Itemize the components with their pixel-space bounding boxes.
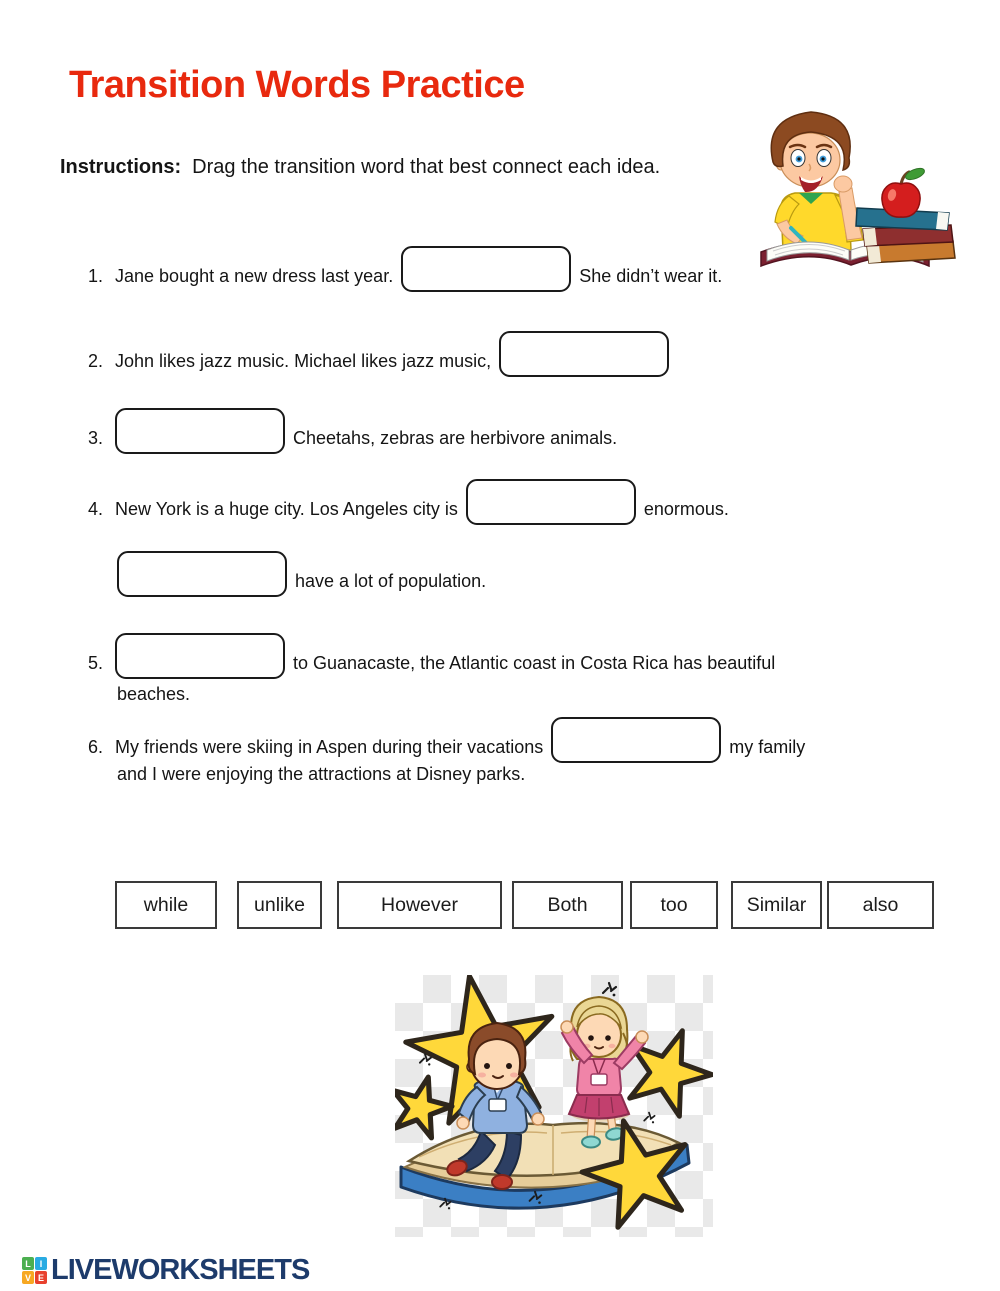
question-number: 2. [88,351,104,371]
word-chip-while[interactable]: while [115,881,217,929]
question-text: John likes jazz music. Michael likes jazz music, [115,351,492,371]
logo-tile-e: E [35,1271,47,1284]
instructions-label: Instructions: [60,156,182,178]
word-bank [115,881,934,929]
question-number: 5. [88,653,104,673]
question-text: beaches. [117,684,191,704]
question-number: 4. [88,499,104,519]
question-text: Jane bought a new dress last year. [115,266,394,286]
question-row-4-continuation [117,551,486,597]
star-right [614,1016,713,1122]
kids-on-book-illustration [395,975,713,1237]
question-text: and I were enjoying the attractions at Disney parks. [117,764,526,784]
liveworksheets-logo-icon [22,1257,47,1284]
sparkle-icon [603,983,616,996]
question-text: My friends were skiing in Aspen during their vacations [115,737,544,757]
logo-text: LIVEWORKSHEETS [51,1254,310,1286]
star-small-left [395,1069,458,1141]
word-chip-similar[interactable]: Similar [731,881,822,929]
question-number: 6. [88,737,104,757]
apple-icon [882,166,926,217]
page-title: Transition Words Practice [69,64,525,106]
word-chip-too[interactable]: too [630,881,718,929]
question-number: 3. [88,428,104,448]
word-chip-both[interactable]: Both [512,881,623,929]
word-chip-however[interactable]: However [337,881,502,929]
drop-box-q5[interactable] [115,633,285,679]
drop-box-q4b[interactable] [117,551,287,597]
question-text: have a lot of population. [295,571,487,591]
question-row-3 [88,408,617,454]
boy-figure [771,112,863,257]
question-text: New York is a huge city. Los Angeles city is [115,499,458,519]
liveworksheets-logo [22,1254,309,1287]
question-text: Cheetahs, zebras are herbivore animals. [293,428,618,448]
question-text: enormous. [643,499,729,519]
question-number: 1. [88,266,104,286]
question-row-6 [88,717,805,763]
question-row-1 [88,246,722,292]
drop-box-q6[interactable] [551,717,721,763]
question-text: my family [729,737,806,757]
drop-box-q1[interactable] [401,246,571,292]
word-chip-also[interactable]: also [827,881,934,929]
boy-studying-illustration [738,100,960,272]
drop-box-q2[interactable] [499,331,669,377]
question-row-5 [88,633,775,679]
logo-tile-l: L [22,1257,34,1270]
word-chip-unlike[interactable]: unlike [237,881,322,929]
instructions-text: Drag the transition word that best connect each idea. [192,156,661,178]
logo-tile-i: I [35,1257,47,1270]
question-row-2 [88,331,677,377]
instructions [60,156,660,179]
question-text: She didn’t wear it. [579,266,723,286]
question-row-4 [88,479,729,525]
drop-box-q3[interactable] [115,408,285,454]
sparkle-icon [644,1113,654,1124]
logo-tile-v: V [22,1271,34,1284]
question-text: to Guanacaste, the Atlantic coast in Costa Rica has beautiful [293,653,776,673]
drop-box-q4[interactable] [466,479,636,525]
